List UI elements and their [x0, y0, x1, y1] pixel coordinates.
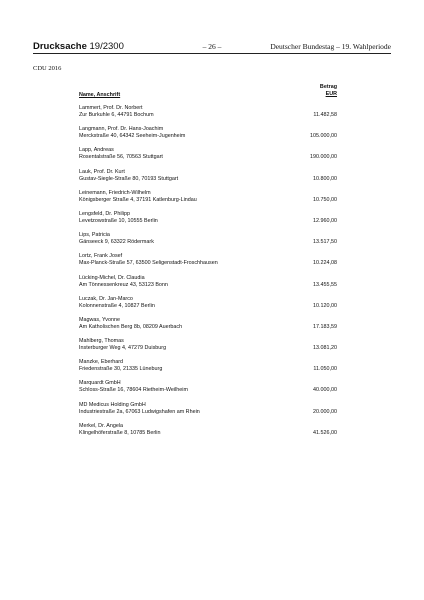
donor-name: Manzke, Eberhard: [79, 359, 124, 366]
donation-amount: 13.517,50: [313, 239, 337, 246]
column-header-name: Name, Anschrift: [79, 92, 121, 98]
table-row: [79, 317, 337, 338]
table-row: [79, 423, 337, 444]
page-header: [33, 41, 391, 54]
donation-amount: 11.050,00: [313, 366, 337, 373]
page-number: – 26 –: [202, 42, 222, 51]
table-row: [79, 126, 337, 147]
donation-amount: 190.000,00: [310, 154, 337, 161]
donation-amount: 41.526,00: [313, 429, 337, 436]
donation-amount: 20.000,00: [313, 408, 337, 415]
table-header: [79, 84, 337, 101]
donation-amount: 40.000,00: [313, 387, 337, 394]
table-row: [79, 338, 337, 359]
document-number-value: 19/2300: [89, 41, 124, 52]
table-row: [79, 169, 337, 190]
donation-amount: 10.224,08: [313, 260, 337, 267]
donor-address: Klingelhöferstraße 8, 10785 Berlin: [79, 429, 161, 436]
table-row: [79, 359, 337, 380]
donor-name: Mahlberg, Thomas: [79, 338, 124, 345]
donor-name: Lauk, Prof. Dr. Kurt: [79, 168, 125, 175]
table-row: [79, 105, 337, 126]
table-row: [79, 296, 337, 317]
donor-name: Langmann, Prof. Dr. Hans-Joachim: [79, 126, 164, 133]
donor-address: Königsberger Straße 4, 37191 Katlenburg-Lindau: [79, 196, 197, 203]
party-year-label: CDU 2016: [33, 65, 62, 72]
donor-name: Lapp, Andreas: [79, 147, 114, 154]
donor-name: Marquardt GmbH: [79, 380, 121, 387]
donation-amount: 13.455,55: [313, 281, 337, 288]
table-row: [79, 211, 337, 232]
donor-name: Lortz, Frank Josef: [79, 253, 123, 260]
donation-amount: 10.800,00: [313, 175, 337, 182]
table-body: [79, 105, 337, 444]
donation-amount: 17.183,59: [313, 323, 337, 330]
donor-address: Levetzowstraße 10, 10555 Berlin: [79, 217, 158, 224]
table-row: [79, 402, 337, 423]
donation-amount: 12.960,00: [313, 217, 337, 224]
donor-name: Leinemann, Friedrich-Wilhelm: [79, 189, 151, 196]
donation-amount: 13.081,20: [313, 345, 337, 352]
donor-name: Magwas, Yvonne: [79, 316, 120, 323]
donor-address: Schloss-Straße 16, 78604 Rietheim-Weilheim: [79, 387, 188, 394]
column-header-amount: [320, 84, 337, 98]
donation-amount: 10.750,00: [313, 196, 337, 203]
donation-amount: 11.482,58: [313, 112, 337, 118]
donor-name: Lücking-Michel, Dr. Claudia: [79, 274, 145, 281]
table-row: [79, 380, 337, 401]
donor-address: Merckstraße 40, 64342 Seeheim-Jugenheim: [79, 133, 186, 140]
donor-name: Lengsfeld, Dr. Philipp: [79, 210, 130, 217]
donor-address: Insterburger Weg 4, 47279 Duisburg: [79, 345, 167, 352]
donor-name: Luczak, Dr. Jan-Marco: [79, 295, 133, 302]
donor-address: Gänseeck 9, 63322 Rödermark: [79, 239, 154, 246]
donor-address: Industriestraße 2a, 67063 Ludwigshafen am Rhein: [79, 408, 200, 415]
column-header-amount-label: Betrag: [319, 84, 337, 90]
donor-name: MD Medicus Holding GmbH: [79, 401, 146, 408]
table-row: [79, 190, 337, 211]
donor-name: Lammert, Prof. Dr. Norbert: [79, 105, 143, 111]
table-row: [79, 232, 337, 253]
donor-address: Kolonnenstraße 4, 10827 Berlin: [79, 302, 155, 309]
donor-address: Friedenstraße 30, 21335 Lüneburg: [79, 366, 163, 373]
parliament-period: Deutscher Bundestag – 19. Wahlperiode: [270, 42, 391, 51]
table-row: [79, 147, 337, 168]
donor-address: Gustav-Siegle-Straße 80, 70193 Stuttgart: [79, 175, 179, 182]
donor-address: Am Katholischen Berg 8b, 08209 Auerbach: [79, 323, 183, 330]
donor-address: Max-Planck-Straße 57, 63500 Seligenstadt-Froschhausen: [79, 260, 218, 267]
donation-amount: 10.120,00: [313, 302, 337, 309]
donor-address: Rosentalstraße 56, 70563 Stuttgart: [79, 154, 163, 161]
donor-name: Lips, Patricia: [79, 232, 110, 239]
donor-address: Am Tönnessenkreuz 43, 53123 Bonn: [79, 281, 168, 288]
donation-table: [79, 84, 337, 444]
table-row: [79, 275, 337, 296]
donor-address: Zur Burkuhle 6, 44791 Bochum: [79, 112, 154, 118]
document-prefix: Drucksache: [33, 41, 87, 52]
donation-amount: 105.000,00: [310, 133, 337, 140]
table-row: [79, 253, 337, 274]
column-header-unit: EUR: [325, 91, 337, 97]
donor-name: Merkel, Dr. Angela: [79, 422, 124, 429]
